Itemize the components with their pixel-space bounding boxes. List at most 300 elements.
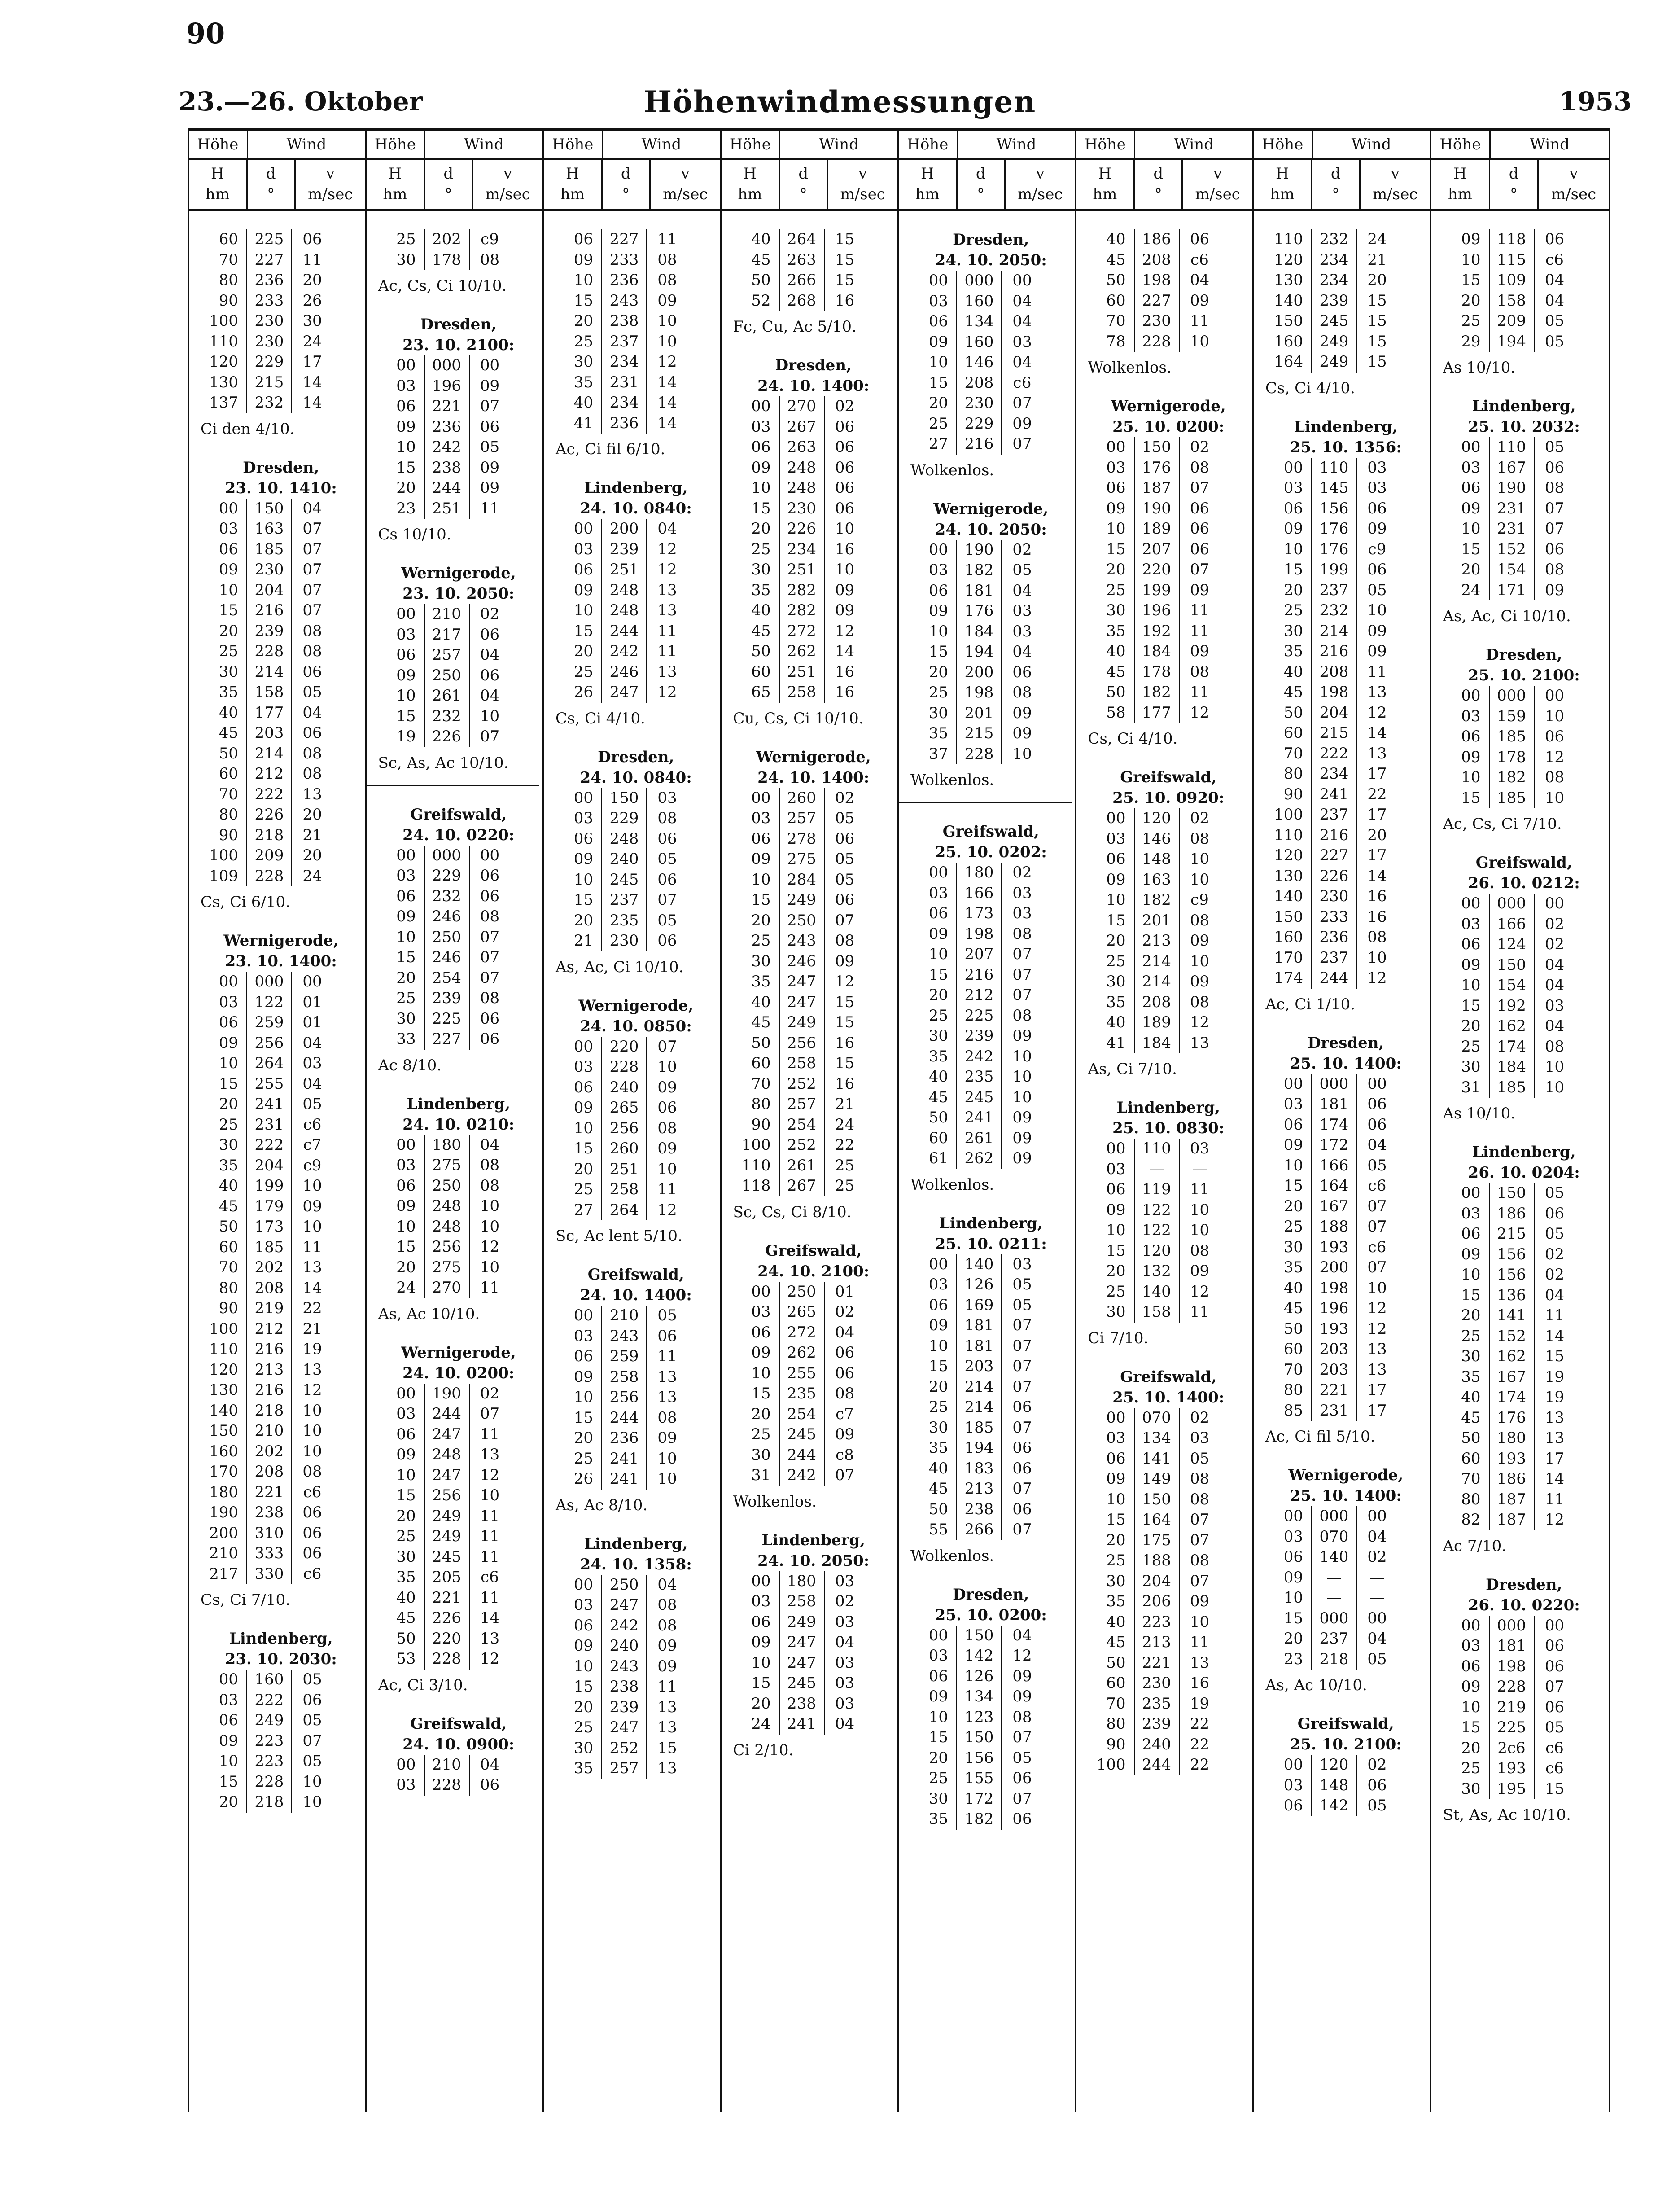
station-heading	[556, 747, 717, 788]
station-heading	[1443, 396, 1606, 437]
speed-value: 11	[1190, 312, 1210, 330]
cloud-note: St, As, Ac 10/10.	[1443, 1806, 1571, 1824]
direction-value: 142	[1312, 1796, 1357, 1816]
station-heading	[1443, 1574, 1606, 1616]
speed-value: 19	[1190, 1694, 1210, 1713]
height-value: 45	[1088, 1632, 1135, 1653]
direction-value: 181	[1490, 1636, 1535, 1657]
header-row-top	[899, 131, 1075, 160]
station-heading	[1088, 1097, 1249, 1139]
height-value: 15	[910, 1727, 957, 1748]
direction-value: 216	[1312, 641, 1357, 662]
height-value: 80	[1088, 1714, 1135, 1735]
direction-value: 265	[602, 1098, 647, 1118]
height-value: 03	[1088, 829, 1135, 850]
table-row	[733, 1156, 894, 1176]
table-row	[1265, 682, 1426, 703]
speed-value: 07	[657, 1037, 677, 1056]
speed-value: 22	[1190, 1756, 1210, 1774]
height-value: 53	[378, 1649, 425, 1670]
table-row	[1088, 291, 1249, 311]
height-value: 45	[1443, 1408, 1490, 1429]
table-row	[1443, 686, 1606, 706]
direction-value: 241	[957, 1108, 1002, 1128]
table-row	[556, 270, 717, 291]
direction-value: 134	[957, 311, 1002, 332]
table-row	[1443, 270, 1606, 291]
speed-header	[1006, 160, 1075, 209]
height-value: 217	[201, 1564, 247, 1585]
height-value: 40	[733, 229, 780, 250]
station-name: Lindenberg,	[1294, 417, 1398, 436]
speed-value: 02	[1544, 915, 1565, 933]
station-heading	[910, 1584, 1072, 1626]
direction-value: 126	[957, 1275, 1002, 1295]
table-row	[1443, 706, 1606, 727]
speed-value: 05	[302, 1670, 322, 1688]
station-name: Wernigerode,	[223, 932, 339, 950]
speed-value: 13	[657, 662, 677, 681]
speed-value: 00	[1367, 1507, 1387, 1525]
table-row	[910, 1748, 1072, 1769]
height-value: 15	[1443, 788, 1490, 809]
direction-value: 242	[602, 1616, 647, 1636]
speed-value: 10	[1544, 789, 1565, 807]
direction-value: 227	[247, 250, 292, 271]
direction-value: 241	[1312, 785, 1357, 805]
direction-value: 230	[1312, 886, 1357, 907]
direction-value: 233	[602, 250, 647, 271]
direction-value: 206	[1135, 1591, 1180, 1612]
height-value: 00	[910, 540, 957, 561]
direction-value: 162	[1490, 1346, 1535, 1367]
height-value: 100	[733, 1135, 780, 1156]
height-value: 80	[1265, 1380, 1312, 1401]
table-row	[556, 662, 717, 683]
table-row	[378, 686, 539, 706]
direction-value: 258	[602, 1179, 647, 1200]
speed-value: 11	[657, 622, 677, 640]
direction-value: 256	[247, 1033, 292, 1054]
direction-value: 333	[247, 1543, 292, 1564]
direction-value: 174	[1490, 1387, 1535, 1408]
height-value: 35	[733, 580, 780, 601]
v-label: v	[1036, 165, 1045, 183]
station-heading	[733, 747, 894, 788]
direction-value: 236	[1312, 927, 1357, 948]
direction-value: 249	[247, 1710, 292, 1731]
height-value: 03	[378, 1404, 425, 1424]
speed-value: 06	[1012, 663, 1032, 681]
height-value: 170	[201, 1462, 247, 1482]
table-row	[910, 352, 1072, 373]
station-name: Dresden,	[1486, 1575, 1562, 1594]
direction-value: 245	[957, 1087, 1002, 1108]
speed-value: 10	[1190, 870, 1210, 889]
direction-value: 158	[247, 682, 292, 703]
direction-value: 263	[780, 437, 825, 458]
direction-value: 203	[247, 723, 292, 744]
table-row	[1443, 1428, 1606, 1449]
cloud-note: As, Ci 7/10.	[1088, 1060, 1177, 1078]
direction-value: 123	[957, 1707, 1002, 1728]
direction-value: 230	[247, 560, 292, 580]
height-value: 160	[1265, 332, 1312, 352]
speed-value: 08	[480, 1156, 500, 1174]
wind-measurement-table	[188, 128, 1610, 2112]
height-value: 25	[910, 683, 957, 703]
speed-value: 06	[302, 724, 322, 742]
table-row	[1265, 1775, 1426, 1796]
table-row	[1088, 1694, 1249, 1714]
direction-value: 179	[247, 1196, 292, 1217]
speed-value: 12	[1544, 748, 1565, 766]
table-row	[910, 1047, 1072, 1067]
height-value: 40	[201, 703, 247, 723]
speed-value: 12	[835, 973, 855, 991]
direction-value: 249	[780, 1012, 825, 1033]
speed-value: 20	[302, 846, 322, 864]
table-row	[201, 1690, 362, 1711]
height-value: 25	[910, 1006, 957, 1026]
station-heading	[1088, 1367, 1249, 1408]
column-body	[1254, 211, 1430, 1816]
direction-value: 162	[1490, 1016, 1535, 1037]
direction-value: 216	[957, 434, 1002, 455]
speed-value: 15	[1544, 1347, 1565, 1365]
height-value: 00	[556, 519, 602, 539]
direction-value: 195	[1490, 1779, 1535, 1800]
table-row	[1088, 1612, 1249, 1633]
speed-value: 09	[302, 1197, 322, 1215]
table-row	[1088, 458, 1249, 478]
direction-value: 247	[425, 1424, 470, 1445]
speed-value: 04	[1012, 292, 1032, 310]
table-row	[1088, 1571, 1249, 1592]
direction-value: 169	[957, 1295, 1002, 1316]
table-row	[556, 600, 717, 621]
height-value: 03	[556, 1326, 602, 1347]
table-row	[1443, 1677, 1606, 1697]
height-unit-header	[1254, 160, 1312, 209]
station-datetime: 24. 10. 1400:	[757, 377, 870, 395]
table-row	[733, 1465, 894, 1486]
height-value: 00	[1265, 1506, 1312, 1527]
speed-value: 10	[1367, 601, 1387, 619]
table-row	[556, 682, 717, 703]
height-value: 25	[556, 662, 602, 683]
direction-value: 310	[247, 1523, 292, 1544]
height-value: 15	[556, 1139, 602, 1159]
direction-value: 216	[247, 600, 292, 621]
table-row	[378, 417, 539, 438]
direction-value: 243	[602, 1657, 647, 1677]
height-value: 03	[1443, 458, 1490, 478]
table-row	[1443, 1016, 1606, 1037]
height-value: 25	[1088, 951, 1135, 972]
speed-value: 08	[1012, 1708, 1032, 1726]
speed-value: 12	[480, 1466, 500, 1484]
table-row	[910, 1687, 1072, 1707]
direction-value: 178	[1490, 747, 1535, 768]
direction-value: 231	[1490, 519, 1535, 539]
direction-value: 182	[957, 1809, 1002, 1830]
speed-value: 16	[1190, 1674, 1210, 1692]
table-row	[1265, 968, 1426, 989]
section-divider	[367, 785, 539, 786]
station-heading	[1443, 1142, 1606, 1183]
direction-value: 225	[957, 1006, 1002, 1026]
direction-value: 248	[602, 580, 647, 601]
direction-value: 228	[957, 744, 1002, 765]
direction-value: 198	[1490, 1657, 1535, 1677]
height-value: 50	[733, 1033, 780, 1054]
table-row	[378, 396, 539, 417]
table-row	[556, 1306, 717, 1326]
height-value: 70	[1443, 1469, 1490, 1490]
height-value: 10	[1088, 519, 1135, 539]
direction-value: 126	[957, 1666, 1002, 1687]
station-heading	[910, 1213, 1072, 1254]
direction-value: 230	[1135, 1673, 1180, 1694]
station-datetime: 24. 10. 0220:	[402, 826, 515, 844]
direction-value: 194	[957, 642, 1002, 662]
height-value: 60	[1088, 1673, 1135, 1694]
station-name: Wernigerode,	[756, 748, 871, 766]
table-row	[910, 1128, 1072, 1149]
table-row	[378, 478, 539, 499]
height-value: 06	[201, 1012, 247, 1033]
height-value: 45	[201, 1196, 247, 1217]
direction-header	[248, 160, 296, 209]
height-value: 160	[201, 1442, 247, 1462]
direction-value: 239	[602, 1697, 647, 1718]
station-datetime: 25. 10. 1400:	[1112, 1388, 1225, 1407]
direction-value: 268	[780, 291, 825, 311]
speed-value: c6	[1368, 1177, 1387, 1195]
station-datetime: 23. 10. 2100:	[402, 336, 515, 354]
speed-value: 07	[1012, 1521, 1032, 1538]
table-row	[556, 1408, 717, 1429]
height-value: 25	[1265, 600, 1312, 621]
height-value: 03	[910, 1275, 957, 1295]
height-unit-header	[722, 160, 780, 209]
speed-value: 09	[657, 1637, 677, 1655]
direction-value: 234	[780, 539, 825, 560]
table-row	[910, 1315, 1072, 1336]
direction-value: 226	[247, 805, 292, 825]
speed-value: 05	[1367, 1156, 1387, 1175]
table-row	[1443, 894, 1606, 914]
direction-value: 250	[425, 927, 470, 948]
table-row	[910, 373, 1072, 394]
height-value: 40	[1088, 1012, 1135, 1033]
table-row	[733, 1176, 894, 1196]
station-name: Greifswald,	[1120, 768, 1217, 786]
table-row	[910, 414, 1072, 434]
height-value: 170	[1265, 948, 1312, 969]
height-value: 10	[1443, 975, 1490, 996]
height-value: 00	[556, 1037, 602, 1057]
table-row	[1443, 1657, 1606, 1677]
height-value: 50	[378, 1629, 425, 1649]
speed-value: 08	[480, 989, 500, 1007]
speed-value: 04	[1367, 1136, 1387, 1154]
table-row	[201, 1523, 362, 1544]
deg-label: °	[1332, 185, 1340, 203]
direction-header	[1490, 160, 1539, 209]
direction-value: 229	[247, 352, 292, 373]
speed-value: 14	[1367, 867, 1387, 885]
height-value: 90	[1088, 1735, 1135, 1755]
direction-value: 188	[1135, 1551, 1180, 1571]
table-row	[910, 1336, 1072, 1357]
height-value: 20	[1443, 1306, 1490, 1326]
direction-value: 270	[780, 396, 825, 417]
table-row	[1088, 332, 1249, 352]
table-row	[1265, 519, 1426, 539]
direction-value: 257	[780, 808, 825, 829]
height-value: 35	[1443, 1367, 1490, 1388]
header-row-top	[367, 131, 543, 160]
table-row	[1088, 1673, 1249, 1694]
table-row	[733, 437, 894, 458]
direction-value: 232	[247, 393, 292, 413]
table-row	[910, 1707, 1072, 1728]
table-row	[201, 1053, 362, 1074]
table-row	[1088, 1159, 1249, 1180]
height-value: 41	[556, 413, 602, 434]
table-row	[378, 927, 539, 948]
speed-value: 06	[1190, 499, 1210, 517]
table-row	[1443, 1367, 1606, 1388]
height-value: 20	[910, 662, 957, 683]
header-row-units	[1431, 160, 1609, 211]
speed-value: 11	[480, 1588, 500, 1607]
table-row	[1265, 250, 1426, 271]
speed-value: —	[1192, 1160, 1208, 1178]
height-value: 50	[1265, 703, 1312, 723]
speed-value: 05	[1190, 1449, 1210, 1468]
table-row	[1443, 478, 1606, 499]
table-row	[1443, 580, 1606, 601]
table-row	[556, 539, 717, 560]
height-value: 15	[1443, 270, 1490, 291]
height-value: 80	[201, 1278, 247, 1299]
speed-value: 06	[480, 1030, 500, 1048]
height-value: 00	[1088, 437, 1135, 458]
height-value: 140	[201, 1401, 247, 1421]
height-value: 20	[733, 1694, 780, 1714]
direction-value: 217	[425, 625, 470, 645]
direction-value: 000	[1490, 894, 1535, 914]
speed-value: 09	[1012, 1687, 1032, 1705]
speed-value: 15	[835, 230, 855, 248]
height-value: 45	[733, 250, 780, 271]
speed-value: 03	[1367, 479, 1387, 497]
height-value: 06	[910, 1666, 957, 1687]
height-value: 09	[378, 1196, 425, 1217]
station-datetime: 25. 10. 0200:	[1112, 418, 1225, 436]
height-value: 50	[910, 1499, 957, 1520]
height-value: 06	[1443, 1224, 1490, 1245]
height-value: 40	[201, 1176, 247, 1196]
height-value: 10	[1088, 890, 1135, 911]
direction-value: 256	[425, 1486, 470, 1506]
direction-value: 202	[425, 229, 470, 250]
header-row-units	[189, 160, 365, 211]
table-row	[910, 1499, 1072, 1520]
height-value: 45	[733, 1012, 780, 1033]
table-row	[1088, 808, 1249, 829]
station-heading	[910, 229, 1072, 271]
speed-value: 13	[480, 1446, 500, 1464]
speed-value: 08	[1190, 911, 1210, 929]
direction-value: 177	[1135, 703, 1180, 723]
height-value: 15	[733, 890, 780, 911]
speed-value: 06	[302, 662, 322, 681]
speed-value: 03	[1012, 602, 1032, 620]
speed-value: 17	[1367, 806, 1387, 824]
height-value: 00	[378, 1135, 425, 1156]
speed-value: 10	[657, 1470, 677, 1488]
direction-value: 204	[1135, 1571, 1180, 1592]
direction-value: 257	[425, 645, 470, 666]
speed-value: 12	[1190, 703, 1210, 722]
height-value: 70	[1265, 1360, 1312, 1381]
table-row	[556, 1758, 717, 1779]
speed-value: 06	[1544, 458, 1565, 477]
h-label: H	[1275, 165, 1289, 183]
table-row	[1443, 727, 1606, 747]
speed-value: 10	[302, 1422, 322, 1440]
height-value: 00	[556, 788, 602, 809]
speed-value: c6	[1545, 1759, 1564, 1777]
direction-value: 245	[780, 1424, 825, 1445]
height-value: 20	[733, 519, 780, 539]
height-value: 20	[1443, 1738, 1490, 1759]
table-row	[1088, 1653, 1249, 1674]
speed-value: 12	[1190, 1013, 1210, 1031]
direction-value: 150	[247, 499, 292, 519]
speed-value: 10	[1012, 1088, 1032, 1106]
speed-value: 09	[835, 601, 855, 619]
station-name: Lindenberg,	[229, 1630, 333, 1648]
speed-value: 05	[302, 683, 322, 701]
table-row	[1265, 560, 1426, 580]
direction-value: 148	[1135, 849, 1180, 870]
speed-value: 07	[1012, 986, 1032, 1004]
speed-value: 07	[1012, 1418, 1032, 1437]
direction-value: 262	[780, 641, 825, 662]
height-value: 10	[378, 1217, 425, 1237]
cloud-note: As, Ac 10/10.	[1265, 1676, 1367, 1694]
height-value: 06	[1265, 1796, 1312, 1816]
speed-value: 08	[302, 642, 322, 660]
height-value: 19	[378, 727, 425, 747]
cloud-note: Ci 2/10.	[733, 1741, 794, 1759]
direction-value: 251	[602, 1159, 647, 1180]
table-column	[367, 131, 544, 2112]
date-range: 23.—26. Oktober	[179, 86, 423, 117]
table-column	[189, 131, 367, 2112]
speed-value: 07	[1367, 1197, 1387, 1215]
direction-value: 264	[780, 229, 825, 250]
table-row	[201, 1710, 362, 1731]
height-value: 15	[910, 642, 957, 662]
speed-value: 06	[1544, 728, 1565, 745]
height-value: 70	[733, 1074, 780, 1095]
